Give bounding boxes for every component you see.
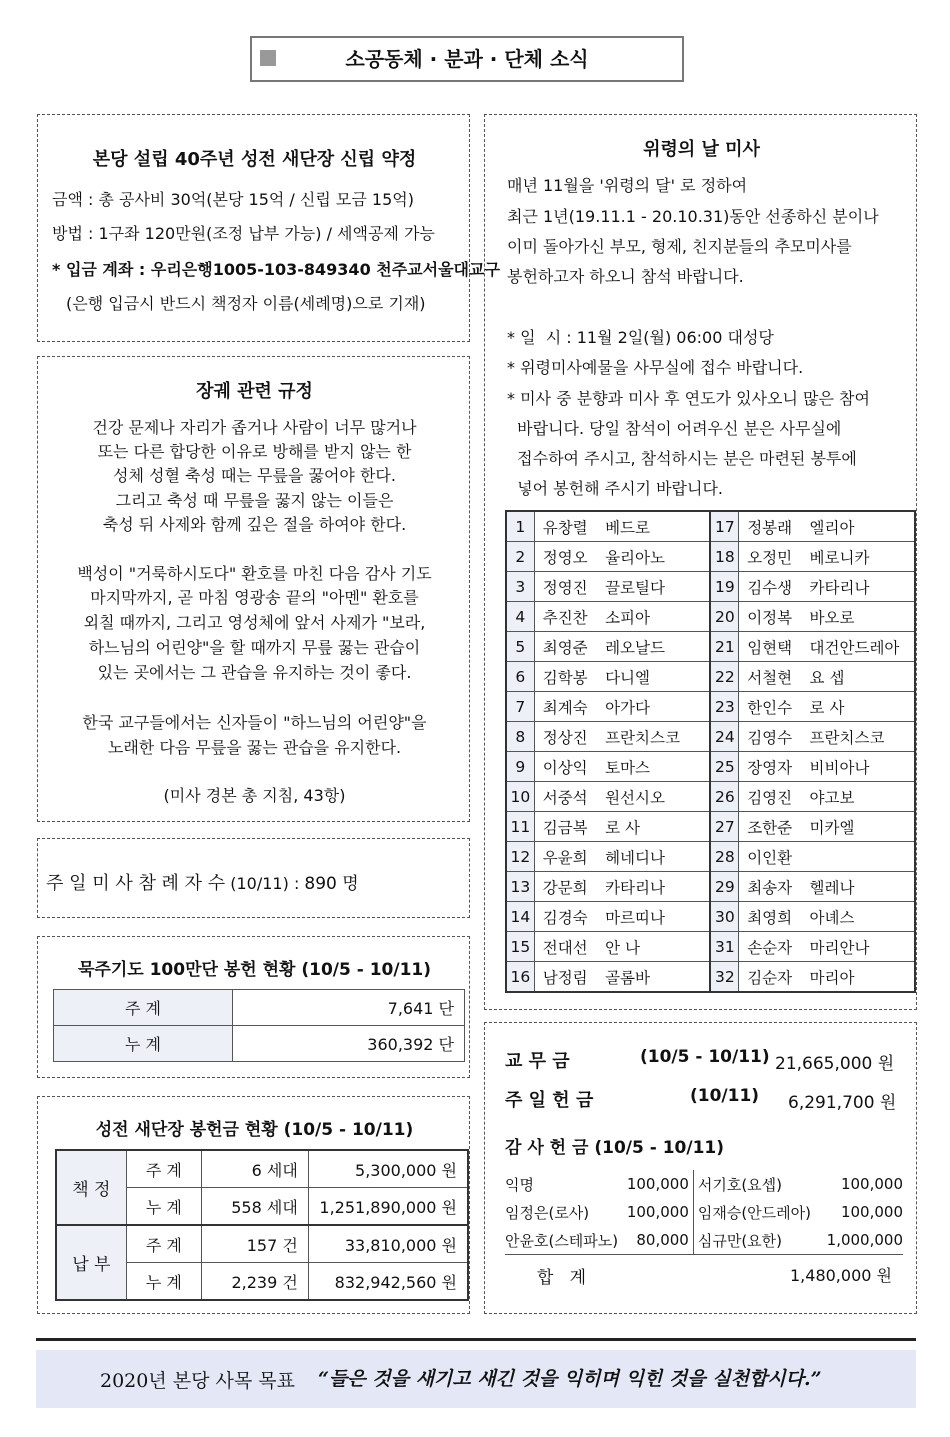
deceased-number: 26 [710,782,738,812]
deceased-baptismal-name: 다니엘 [599,662,710,692]
table-row [506,632,915,662]
fund-sub-label: 누 계 [126,1188,201,1226]
deceased-number: 32 [710,962,738,993]
deceased-baptismal-name: 헬레나 [804,872,915,902]
deceased-number: 12 [506,842,534,872]
deceased-name: 조한준 [739,812,804,842]
table-row [505,1226,903,1255]
table-row [506,722,915,752]
donor-name: 임정은(로사) [505,1203,590,1222]
gyomu-label: 교 무 금 [505,1051,570,1072]
donation-table [505,1170,903,1255]
deceased-number: 13 [506,872,534,902]
table-row [505,1198,903,1226]
fund-amount: 1,251,890,000 원 [308,1188,468,1226]
deceased-baptismal-name: 프란치스코 [804,722,915,752]
deceased-baptismal-name: 끌로틸다 [599,572,710,602]
footer-banner [36,1350,916,1408]
deceased-baptismal-name: 아가다 [599,692,710,722]
juil-period: (10/11) [690,1086,760,1106]
deceased-baptismal-name: 미카엘 [804,812,915,842]
kneel-line: 또는 다른 합당한 이유로 방해를 받지 않는 한 [97,442,412,461]
deceased-baptismal-name: 마리안나 [804,932,915,962]
deceased-baptismal-name: 야고보 [804,782,915,812]
deceased-name: 최영준 [534,632,599,662]
deceased-baptismal-name: 베드로 [599,511,710,542]
table-row [506,902,915,932]
deceased-number: 31 [710,932,738,962]
deceased-number: 14 [506,902,534,932]
deceased-baptismal-name: 헤네디나 [599,842,710,872]
pledge-note-line: (은행 입금시 반드시 책정자 이름(세례명)으로 기재) [66,294,426,313]
deceased-number: 29 [710,872,738,902]
memorial-intro-line: 이미 돌아가신 부모, 형제, 친지분들의 추모미사를 [507,237,852,256]
deceased-number: 4 [506,602,534,632]
fund-table [55,1149,469,1301]
fund-group-label: 책 정 [56,1150,126,1225]
deceased-name: 남정림 [534,962,599,993]
rosary-week-value: 7,641 단 [233,990,465,1026]
deceased-number: 25 [710,752,738,782]
kneel-line: 한국 교구들에서는 신자들이 "하느님의 어린양"을 [82,713,427,732]
gyomu-period: (10/5 - 10/11) [640,1047,770,1067]
deceased-number: 1 [506,511,534,542]
deceased-number: 28 [710,842,738,872]
deceased-name: 이인환 [739,842,804,872]
deceased-number: 18 [710,542,738,572]
deceased-baptismal-name: 레오날드 [599,632,710,662]
deceased-baptismal-name: 엘리아 [804,511,915,542]
total-amount: 1,480,000 원 [790,1266,892,1285]
gyomu-amount: 21,665,000 원 [775,1054,895,1074]
donor-name: 임재승(안드레아) [697,1203,811,1222]
fund-count: 6 세대 [202,1150,309,1188]
deceased-name: 최송자 [739,872,804,902]
deceased-name: 임현택 [739,632,804,662]
juil-label: 주 일 헌 금 [505,1090,594,1111]
section-header [250,36,684,82]
donor-amount: 100,000 [619,1170,693,1198]
deceased-number: 27 [710,812,738,842]
fund-count: 2,239 건 [202,1263,309,1301]
rosary-box [37,936,470,1078]
deceased-number: 2 [506,542,534,572]
deceased-baptismal-name: 안 나 [599,932,710,962]
fund-count: 157 건 [202,1225,309,1263]
deceased-name: 이정복 [739,602,804,632]
deceased-list-table [505,510,916,993]
deceased-number: 16 [506,962,534,993]
deceased-number: 20 [710,602,738,632]
deceased-name: 김학봉 [534,662,599,692]
deceased-number: 24 [710,722,738,752]
deceased-name: 우윤희 [534,842,599,872]
deceased-name: 정봉래 [739,511,804,542]
memorial-note-line: * 위령미사예물을 사무실에 접수 바랍니다. [507,358,804,377]
deceased-baptismal-name: 로 사 [804,692,915,722]
memorial-note-line: * 일 시 : 11월 2일(월) 06:00 대성당 [507,328,774,347]
pledge-title: 본당 설립 40주년 성전 새단장 신립 약정 [92,149,417,170]
attendance-sep: : [293,874,300,893]
pledge-method-line: 방법 : 1구좌 120만원(조정 납부 가능) / 세액공제 가능 [52,224,435,243]
deceased-name: 오정민 [739,542,804,572]
pledge-amount-line: 금액 : 총 공사비 30억(본당 15억 / 신립 모금 15억) [52,190,414,209]
table-row [506,542,915,572]
kneel-line: 성체 성혈 축성 때는 무릎을 꿇어야 한다. [113,466,396,485]
kneel-line: 그리고 축성 때 무릎을 꿇지 않는 이들은 [115,491,394,510]
table-row [54,990,465,1026]
deceased-name: 손순자 [739,932,804,962]
footer-prefix: 2020년 본당 사목 목표 [100,1370,295,1392]
deceased-name: 최계숙 [534,692,599,722]
deceased-baptismal-name: 율리아노 [599,542,710,572]
deceased-name: 유창렬 [534,511,599,542]
deceased-name: 서중석 [534,782,599,812]
table-row [56,1225,468,1263]
deceased-baptismal-name [804,842,915,872]
donor-amount: 100,000 [840,1203,903,1221]
deceased-number: 10 [506,782,534,812]
deceased-baptismal-name: 베로니카 [804,542,915,572]
deceased-name: 김순자 [739,962,804,993]
donor-amount: 100,000 [840,1175,903,1193]
memorial-note-line: 바랍니다. 당일 참석이 어려우신 분은 사무실에 [507,419,842,438]
table-row [506,572,915,602]
deceased-name: 이상익 [534,752,599,782]
juil-amount: 6,291,700 원 [788,1093,897,1113]
donor-amount: 80,000 [619,1226,693,1255]
kneeling-title: 장궤 관련 규정 [196,381,313,402]
attendance-box [37,838,470,918]
kneel-line: 마지막까지, 곧 마침 영광송 끝의 "아멘" 환호를 [90,588,419,607]
attendance-date: (10/11) [230,874,289,893]
table-row [506,812,915,842]
table-row [56,1150,468,1188]
fund-title: 성전 새단장 봉헌금 현황 (10/5 - 10/11) [95,1120,414,1140]
kneel-line: 축성 뒤 사제와 함께 깊은 절을 하여야 한다. [102,515,407,534]
rosary-table [53,989,465,1062]
kneeling-rules-box [37,356,470,822]
fund-sub-label: 누 계 [126,1263,201,1301]
memorial-note-line: 접수하여 주시고, 참석하시는 분은 마련된 봉투에 [507,449,857,468]
deceased-name: 추진찬 [534,602,599,632]
attendance-label: 주 일 미 사 참 례 자 수 [46,873,226,894]
table-row [506,602,915,632]
deceased-number: 9 [506,752,534,782]
deceased-name: 정영진 [534,572,599,602]
finance-box [484,1022,917,1314]
deceased-number: 5 [506,632,534,662]
deceased-name: 김영수 [739,722,804,752]
table-row [506,511,915,542]
memorial-intro-line: 최근 1년(19.11.1 - 20.10.31)동안 선종하신 분이나 [507,207,879,226]
memorial-mass-box [484,114,917,1010]
deceased-baptismal-name: 토마스 [599,752,710,782]
donor-amount: 1,000,000 [826,1231,903,1249]
deceased-baptismal-name: 마르띠나 [599,902,710,932]
deceased-baptismal-name: 원선시오 [599,782,710,812]
deceased-number: 8 [506,722,534,752]
pledge-box [37,114,500,342]
donor-name: 서기호(요셉) [697,1175,783,1194]
table-row [506,692,915,722]
deceased-name: 전대선 [534,932,599,962]
memorial-title: 위령의 날 미사 [643,139,760,160]
deceased-name: 최영희 [739,902,804,932]
deceased-number: 22 [710,662,738,692]
deceased-name: 김영진 [739,782,804,812]
fund-amount: 33,810,000 원 [308,1225,468,1263]
deceased-number: 23 [710,692,738,722]
rosary-total-value: 360,392 단 [233,1026,465,1062]
deceased-baptismal-name: 카타리나 [804,572,915,602]
footer-motto: “들은 것을 새기고 새긴 것을 익히며 익힌 것을 실천합시다.” [318,1368,822,1390]
memorial-intro-line: 매년 11월을 '위령의 달' 로 정하여 [507,176,748,195]
deceased-baptismal-name: 소피아 [599,602,710,632]
deceased-baptismal-name: 로 사 [599,812,710,842]
memorial-note-line: * 미사 중 분향과 미사 후 연도가 있사오니 많은 참여 [507,389,870,408]
table-row [506,872,915,902]
kneel-source: (미사 경본 총 지침, 43항) [163,786,346,805]
table-row [506,752,915,782]
deceased-number: 19 [710,572,738,602]
deceased-name: 서철현 [739,662,804,692]
table-row [506,962,915,993]
deceased-baptismal-name: 프란치스코 [599,722,710,752]
deceased-baptismal-name: 골롬바 [599,962,710,993]
table-row [505,1170,903,1198]
deceased-number: 17 [710,511,738,542]
table-row [506,782,915,812]
donor-name: 심규만(요한) [697,1231,783,1250]
fund-sub-label: 주 계 [126,1150,201,1188]
table-row [54,1026,465,1062]
deceased-name: 김금복 [534,812,599,842]
kneel-line: 백성이 "거룩하시도다" 환호를 마친 다음 감사 기도 [77,564,432,583]
renovation-fund-box [37,1096,470,1314]
donor-name: 안윤호(스테파노) [505,1231,619,1250]
deceased-name: 한인수 [739,692,804,722]
total-label: 합 계 [537,1268,587,1288]
pledge-account-line: * 입금 계좌 : 우리은행1005-103-849340 천주교서울대교구 [52,260,500,279]
deceased-number: 11 [506,812,534,842]
deceased-baptismal-name: 요 셉 [804,662,915,692]
deceased-name: 김경숙 [534,902,599,932]
kneel-line: 건강 문제나 자리가 좁거나 사람이 너무 많거나 [92,418,417,437]
square-bullet-icon [260,50,276,66]
deceased-baptismal-name: 바오로 [804,602,915,632]
deceased-baptismal-name: 대건안드레아 [804,632,915,662]
deceased-baptismal-name: 아녜스 [804,902,915,932]
deceased-name: 정상진 [534,722,599,752]
deceased-baptismal-name: 비비아나 [804,752,915,782]
kneel-line: 하느님의 어린양"을 할 때까지 무릎 꿇는 관습이 [88,638,421,657]
kneel-line: 있는 곳에서는 그 관습을 유지하는 것이 좋다. [97,663,412,682]
rosary-week-label: 주 계 [54,990,233,1026]
fund-amount: 5,300,000 원 [308,1150,468,1188]
deceased-number: 7 [506,692,534,722]
deceased-number: 15 [506,932,534,962]
deceased-number: 6 [506,662,534,692]
table-row [506,662,915,692]
memorial-note-line: 넣어 봉헌해 주시기 바랍니다. [507,479,723,498]
donor-name: 익명 [505,1175,534,1194]
fund-amount: 832,942,560 원 [308,1263,468,1301]
deceased-number: 30 [710,902,738,932]
deceased-name: 강문희 [534,872,599,902]
deceased-number: 3 [506,572,534,602]
section-title: 소공동체 · 분과 · 단체 소식 [345,47,589,71]
rosary-title: 묵주기도 100만단 봉헌 현황 (10/5 - 10/11) [77,960,432,980]
deceased-name: 장영자 [739,752,804,782]
thanks-title: 감 사 헌 금 (10/5 - 10/11) [505,1138,725,1158]
table-row [506,842,915,872]
fund-count: 558 세대 [202,1188,309,1226]
kneel-line: 외칠 때까지, 그리고 영성체에 앞서 사제가 "보라, [83,613,426,632]
attendance-count: 890 명 [304,874,359,894]
memorial-intro-line: 봉헌하고자 하오니 참석 바랍니다. [507,267,744,286]
footer-divider [36,1338,916,1341]
fund-sub-label: 주 계 [126,1225,201,1263]
table-row [506,932,915,962]
rosary-total-label: 누 계 [54,1026,233,1062]
deceased-number: 21 [710,632,738,662]
deceased-name: 정영오 [534,542,599,572]
deceased-name: 김수생 [739,572,804,602]
kneel-line: 노래한 다음 무릎을 꿇는 관습을 유지한다. [107,738,402,757]
donor-amount: 100,000 [619,1198,693,1226]
deceased-baptismal-name: 카타리나 [599,872,710,902]
deceased-baptismal-name: 마리아 [804,962,915,993]
fund-group-label: 납 부 [56,1225,126,1300]
